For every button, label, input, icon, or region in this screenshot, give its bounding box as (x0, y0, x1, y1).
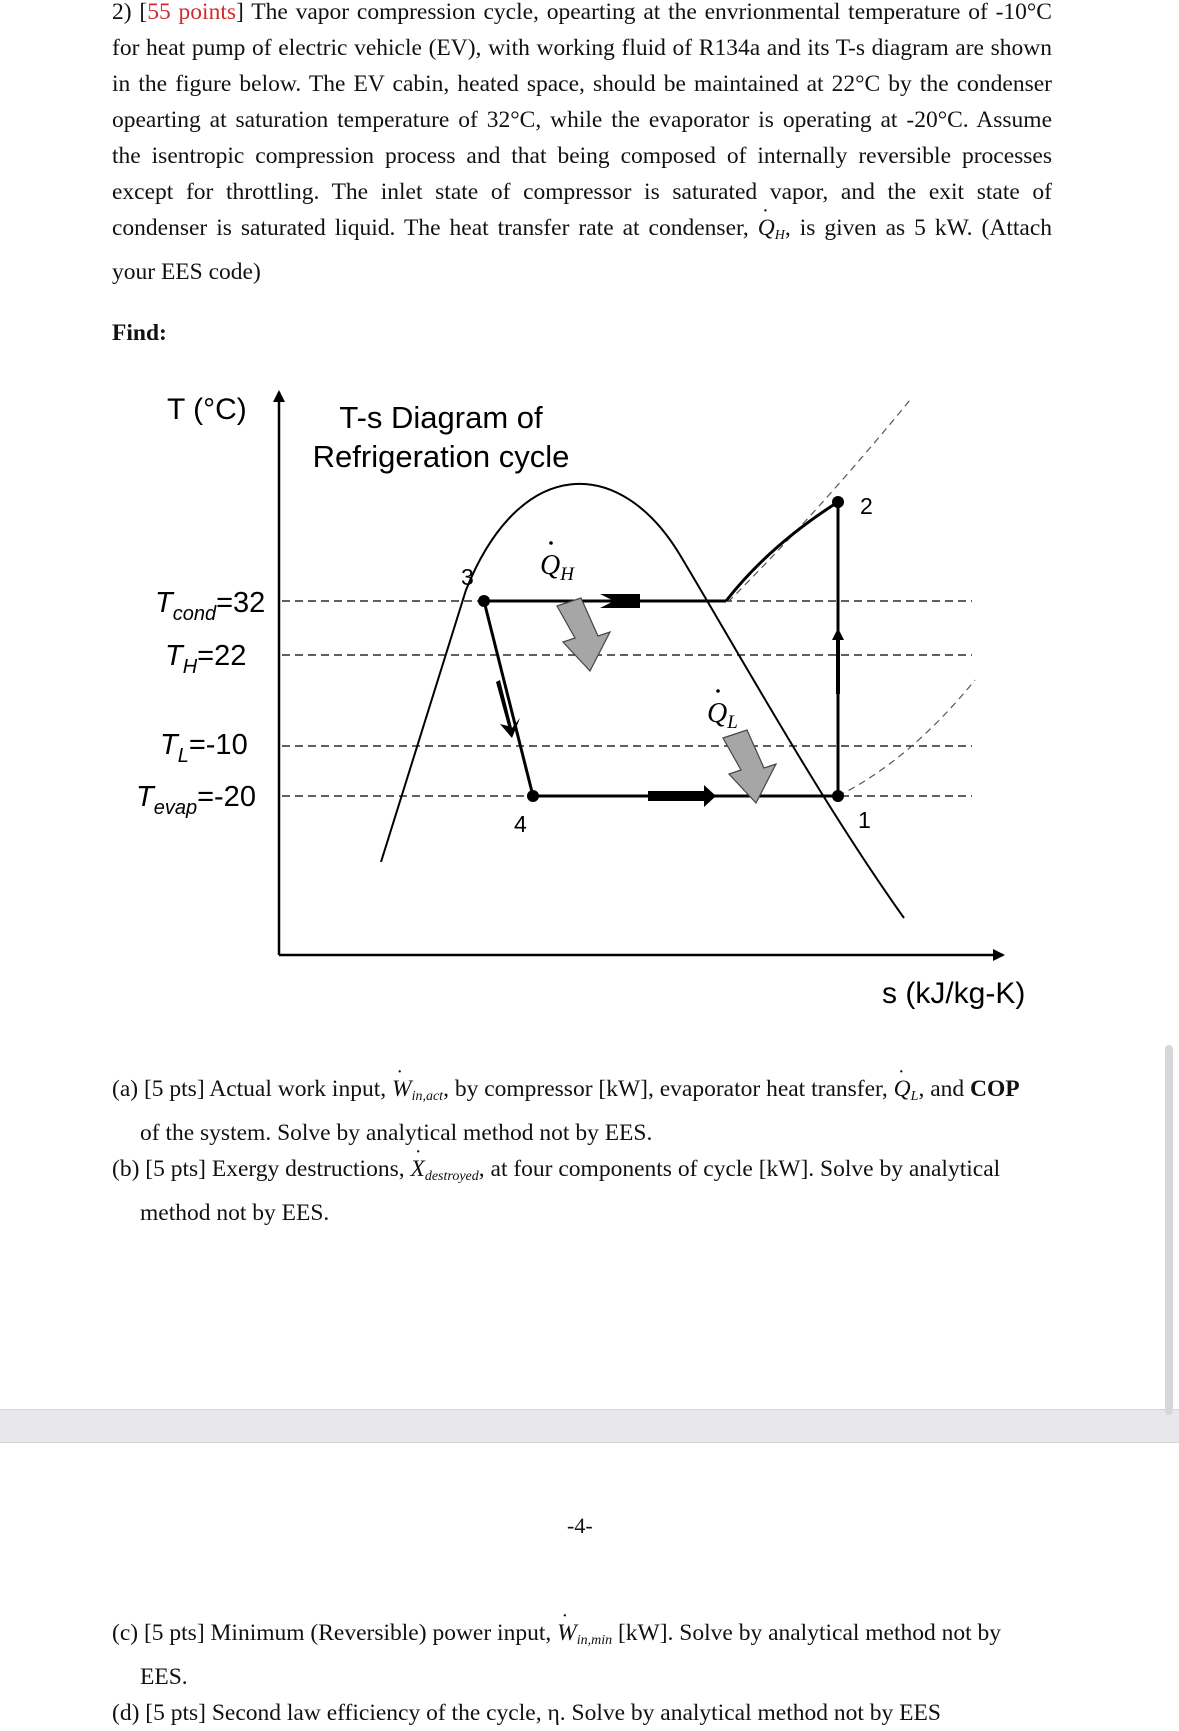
scrollbar[interactable] (1165, 1045, 1173, 1415)
part-a-line-2: of the system. Solve by analytical method not by EES. (140, 1120, 653, 1146)
qh-heat-arrow (557, 598, 610, 671)
state-3-label: 3 (461, 564, 474, 590)
state-4-label: 4 (514, 811, 527, 837)
tl-label: $T_L=-10$ (160, 729, 248, 767)
find-label: Find: (112, 320, 167, 346)
problem-line-2: for heat pump of electric vehicle (EV), with working fluid of R134a and its T-s diagram are shown (112, 35, 1052, 61)
part-c-line-1: (c) [5 pts] Minimum (Reversible) power input, ˙ $W_{in,min}$ [kW]. Solve by analytical method not by (112, 1615, 1052, 1659)
part-c-line-2: EES. (140, 1664, 188, 1690)
state-3-point (478, 595, 490, 607)
part-a-line-1: (a) [5 pts] Actual work input, ˙ $W_{in,act}$, by compressor [kW], evaporator heat transfer, ˙ $Q_L$, and COP (112, 1071, 1052, 1115)
state-1-label: 1 (858, 807, 871, 833)
compressor-flow-arrow (832, 628, 844, 694)
y-axis-label: T (°C) (167, 393, 247, 426)
high-pressure-isobar (728, 400, 910, 602)
evaporator-flow-arrow (648, 785, 716, 807)
problem-line-5: the isentropic compression process and that being composed of internally reversible processes (112, 143, 1052, 169)
saturation-dome (381, 484, 904, 918)
state-2-label: 2 (860, 493, 873, 519)
state-4-point (527, 790, 539, 802)
diagram-title-line-1: T-s Diagram of (339, 400, 543, 435)
question-parts-ab (112, 1071, 1052, 1231)
problem-line-7: condenser is saturated liquid. The heat transfer rate at condenser, ˙ $Q_H$, is given as 5 kW. (Attach (112, 210, 1052, 254)
qh-label: $Q_H$ (540, 550, 574, 585)
th-label: $T_H=22$ (165, 640, 247, 678)
tcond-label: $T_{cond}=32$ (155, 587, 266, 625)
part-b-line-2: method not by EES. (140, 1200, 330, 1226)
part-b-line-1: (b) [5 pts] Exergy destructions, ˙ $X_{destroyed}$, at four components of cycle [kW]. Solve by analytical (112, 1151, 1052, 1195)
q-h-symbol: ˙ Q (758, 215, 775, 241)
problem-line-4: opearting at saturation temperature of 32°C, while the evaporator is operating at -20°C. Assume (112, 107, 1052, 133)
throttling-3-4 (484, 601, 533, 796)
x-axis-label: s (kJ/kg-K) (882, 977, 1026, 1010)
problem-line-1: 2) [55 points] The vapor compression cycle, opearting at the envrionmental temperature of -10°C (112, 0, 1052, 25)
low-pressure-isobar (838, 680, 975, 796)
problem-line-6: except for throttling. The inlet state of compressor is saturated vapor, and the exit state of (112, 179, 1052, 205)
problem-line-8: your EES code) (112, 259, 261, 285)
part-d-line-1: (d) [5 pts] Second law efficiency of the cycle, η. Solve by analytical method not by EES (112, 1700, 941, 1726)
diagram-title-line-2: Refrigeration cycle (312, 439, 570, 474)
ql-label: $Q_L$ (707, 698, 738, 733)
question-parts-cd (112, 1615, 1052, 1731)
problem-line-3: in the figure below. The EV cabin, heated space, should be maintained at 22°C by the condenser (112, 71, 1052, 97)
page-number: -4- (567, 1513, 593, 1538)
desuperheat-curve (726, 502, 838, 601)
state-1-point (832, 790, 844, 802)
state-2-point (832, 496, 844, 508)
ql-heat-arrow (723, 730, 776, 803)
page-break-separator (0, 1409, 1179, 1443)
tevap-label: $T_{evap}=-20$ (136, 781, 256, 819)
points-highlight: 55 points (147, 0, 236, 25)
